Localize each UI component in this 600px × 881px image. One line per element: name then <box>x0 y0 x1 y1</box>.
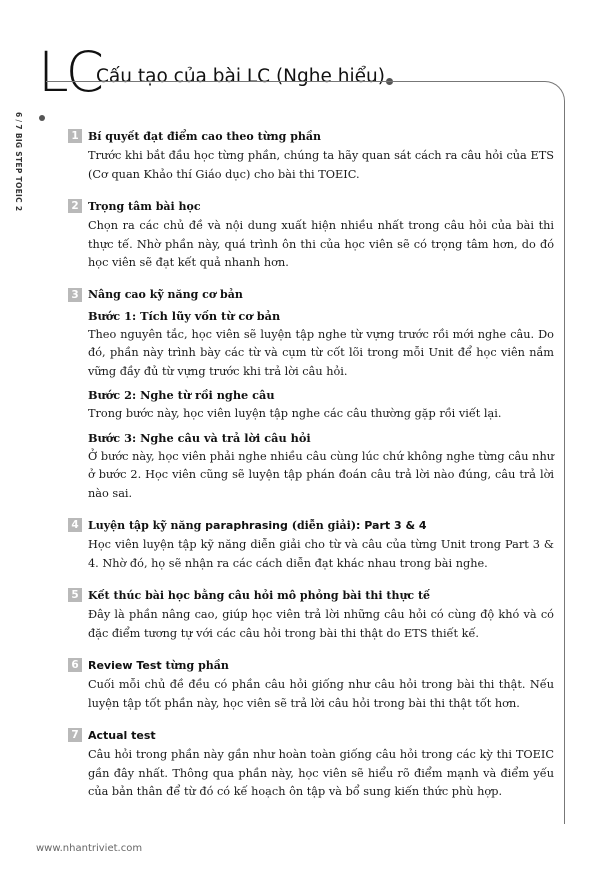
section-1 <box>68 129 554 184</box>
section-number-badge: 3 <box>68 288 82 302</box>
page-number-left: 6 <box>14 112 23 118</box>
section-title: Actual test <box>88 728 156 742</box>
section-title: Nâng cao kỹ năng cơ bản <box>88 288 243 301</box>
title-part: Luyện tập kỹ năng <box>88 518 206 532</box>
frame-bullet-icon <box>39 115 45 121</box>
section-6 <box>68 658 554 713</box>
page-number-right: 7 <box>14 124 23 130</box>
section-title: Bí quyết đạt điểm cao theo từng phần <box>88 129 322 143</box>
section-4 <box>68 518 554 573</box>
section-text: Câu hỏi trong phần này gần như hoàn toàn giống câu hỏi trong các kỳ thi TOEIC gần đây nhất. Thông qua phần này, học viên sẽ hiểu rõ điểm mạnh và điểm yếu của bản thân để từ đó có kế hoạch ôn tập và bổ sung kiến thức phù hợp. <box>88 748 554 798</box>
section-number-badge: 5 <box>68 588 82 602</box>
page-title: Cấu tạo của bài LC (Nghe hiểu) <box>96 66 385 87</box>
sections-list <box>68 129 554 817</box>
step-3 <box>88 431 554 504</box>
step-text: Ở bước này, học viên phải nghe nhiều câu cùng lúc chứ không nghe từng câu như ở bước 2. Học viên cũng sẽ luyện tập phán đoán câu trả lời nào đúng, câu trả lời nào sai. <box>88 449 554 500</box>
step-title: Bước 3: Nghe câu và trả lời câu hỏi <box>88 430 311 445</box>
section-5 <box>68 588 554 643</box>
section-2 <box>68 199 554 273</box>
section-title <box>88 659 229 672</box>
section-title: Trọng tâm bài học <box>88 199 201 213</box>
section-text: Trước khi bắt đầu học từng phần, chúng ta hãy quan sát cách ra câu hỏi của ETS (Cơ quan Khảo thí Giáo dục) cho bài thi TOEIC. <box>88 149 554 181</box>
lc-logo: LC <box>38 40 102 104</box>
title-part-paraphrasing: paraphrasing <box>205 518 288 532</box>
book-title: BIG STEP TOEIC 2 <box>14 132 23 212</box>
step-1 <box>88 309 554 382</box>
section-title: Kết thúc bài học bằng câu hỏi mô phỏng bài thi thực tế <box>88 588 431 602</box>
section-7 <box>68 728 554 802</box>
section-number-badge: 2 <box>68 199 82 213</box>
section-3 <box>68 288 554 504</box>
section-title <box>88 519 427 532</box>
step-text: Theo nguyên tắc, học viên sẽ luyện tập nghe từ vựng trước rồi mới nghe câu. Do đó, phần này trình bày các từ và cụm từ cốt lõi trong mỗi Unit để học viên nắm vững đầy đủ từ vựng trước khi trả lời câu hỏi. <box>88 327 554 378</box>
title-part-parts: : Part 3 & 4 <box>356 518 427 532</box>
section-number-badge: 1 <box>68 129 82 143</box>
footer-website: www.nhantriviet.com <box>36 843 143 854</box>
step-title: Bước 2: Nghe từ rồi nghe câu <box>88 388 275 402</box>
section-text: Đây là phần nâng cao, giúp học viên trả lời những câu hỏi có cùng độ khó và có đặc điểm tương tự với các câu hỏi trong bài thi thật do ETS thiết kế. <box>88 608 554 640</box>
section-number-badge: 7 <box>68 728 82 742</box>
section-text: Cuối mỗi chủ đề đều có phần câu hỏi giống như câu hỏi trong bài thi thật. Nếu luyện tập tốt phần này, học viên sẽ trả lời câu hỏi trong bài thi thật tốt hơn. <box>88 678 554 710</box>
title-part-review-test: Review Test <box>88 658 162 672</box>
side-running-header <box>14 112 23 211</box>
section-text: Chọn ra các chủ đề và nội dung xuất hiện nhiều nhất trong câu hỏi của bài thi thực tế. Nhờ phần này, quá trình ôn thi của học viên sẽ có trọng tâm hơn, do đó học viên sẽ đạt kết quả nhanh hơn. <box>88 219 554 269</box>
title-part: (diễn giải) <box>287 518 357 532</box>
section-text: Học viên luyện tập kỹ năng diễn giải cho từ và câu của từng Unit trong Part 3 & 4. Nhờ đó, họ sẽ nhận ra các cách diễn đạt khác nhau trong bài nghe. <box>88 538 554 570</box>
step-title: Bước 1: Tích lũy vốn từ cơ bản <box>88 308 281 323</box>
page-separator: / <box>14 119 23 123</box>
step-2 <box>88 388 554 424</box>
section-number-badge: 6 <box>68 658 82 672</box>
step-text: Trong bước này, học viên luyện tập nghe các câu thường gặp rồi viết lại. <box>88 407 502 420</box>
section-number-badge: 4 <box>68 518 82 532</box>
title-part: từng phần <box>161 658 229 672</box>
